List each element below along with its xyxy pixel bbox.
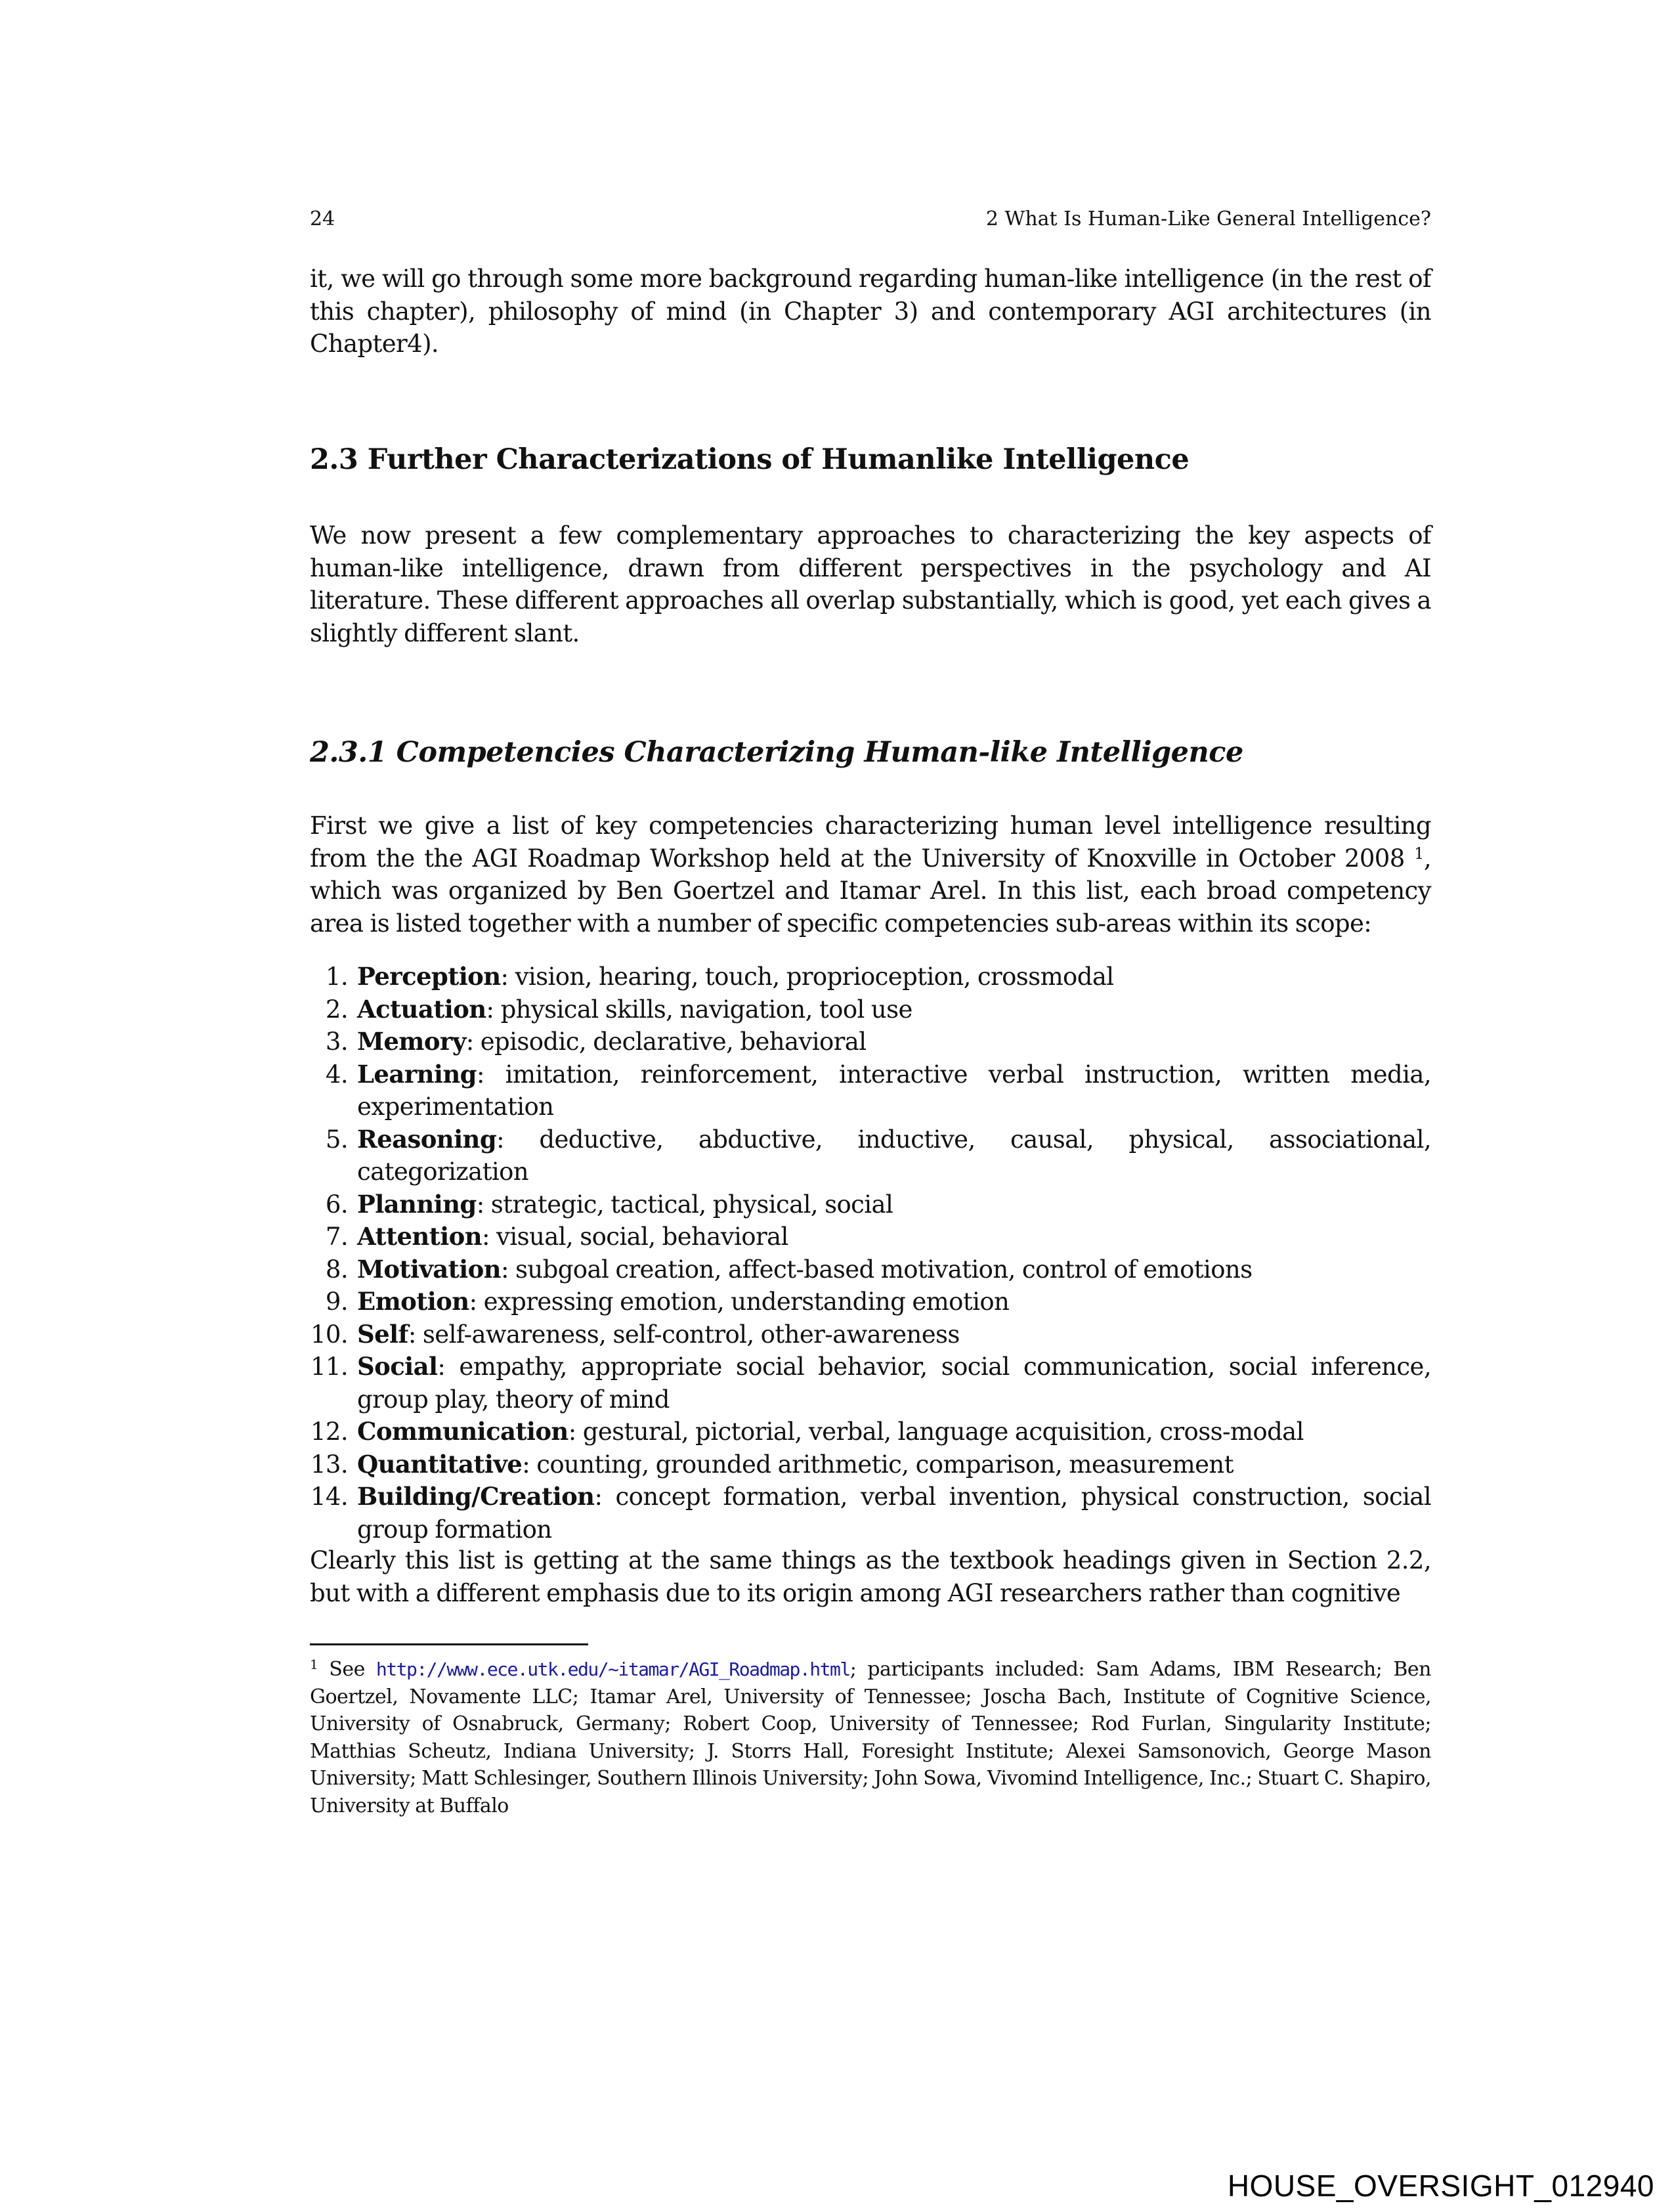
- competency-subareas: vision, hearing, touch, proprioception, crossmodal: [508, 963, 1114, 991]
- separator: :: [500, 1255, 509, 1284]
- separator: :: [486, 995, 494, 1024]
- separator: :: [496, 1125, 504, 1154]
- competency-subareas: visual, social, behavioral: [489, 1223, 788, 1251]
- footnote-lead: See: [329, 1658, 376, 1681]
- competency-name: Self: [357, 1319, 408, 1349]
- competency-name: Motivation: [357, 1254, 501, 1284]
- list-item: [310, 1188, 1431, 1221]
- competency-name: Social: [357, 1352, 438, 1381]
- item-number: 6.: [325, 1190, 348, 1219]
- separator: :: [568, 1418, 576, 1446]
- separator: :: [408, 1320, 416, 1349]
- item-number: 13.: [310, 1450, 348, 1479]
- item-number: 7.: [325, 1223, 348, 1251]
- competency-subareas: physical skills, navigation, tool use: [494, 995, 912, 1024]
- competency-name: Planning: [357, 1189, 477, 1219]
- separator: :: [465, 1028, 474, 1056]
- separator: :: [522, 1450, 530, 1479]
- list-item: [310, 1123, 1431, 1188]
- competency-subareas: concept formation, verbal invention, physical construction, social group formation: [357, 1483, 1431, 1544]
- competency-subareas: self-awareness, self-control, other-awareness: [416, 1320, 960, 1349]
- list-item: [310, 1481, 1431, 1546]
- section-heading: 2.3 Further Characterizations of Humanlike Intelligence: [310, 443, 1190, 476]
- competency-subareas: episodic, declarative, behavioral: [473, 1028, 867, 1056]
- item-number: 2.: [325, 995, 348, 1024]
- item-number: 8.: [325, 1255, 348, 1284]
- list-item: [310, 961, 1431, 993]
- competency-name: Building/Creation: [357, 1482, 595, 1511]
- item-number: 10.: [310, 1320, 348, 1349]
- intro-paragraph: it, we will go through some more background regarding human-like intelligence (in the rest of this chapter), philosophy of mind (in Chapter 3) and contemporary AGI architectures (in Chapter4).: [310, 265, 1431, 358]
- separator: :: [476, 1060, 484, 1089]
- competency-subareas: deductive, abductive, inductive, causal, physical, associational, categorization: [357, 1125, 1431, 1186]
- footnote-divider: [310, 1643, 588, 1645]
- item-number: 5.: [325, 1125, 348, 1154]
- competency-name: Perception: [357, 962, 501, 991]
- competency-name: Attention: [357, 1222, 483, 1251]
- item-number: 12.: [310, 1418, 348, 1446]
- separator: :: [469, 1288, 477, 1316]
- page-number: 24: [310, 207, 335, 230]
- item-number: 9.: [325, 1288, 348, 1316]
- competency-name: Actuation: [357, 994, 486, 1024]
- roadmap-link[interactable]: http://www.ece.utk.edu/~itamar/AGI_Roadmap.html: [376, 1659, 850, 1680]
- chapter-title: 2 What Is Human-Like General Intelligence?: [985, 207, 1431, 230]
- separator: :: [594, 1483, 603, 1511]
- competency-name: Communication: [357, 1417, 569, 1446]
- separator: :: [500, 963, 509, 991]
- subsection-heading: 2.3.1 Competencies Characterizing Human-like Intelligence: [310, 736, 1243, 769]
- competency-list: [310, 961, 1431, 1546]
- list-item: [310, 1058, 1431, 1123]
- competency-subareas: imitation, reinforcement, interactive verbal instruction, written media, experimentation: [357, 1060, 1431, 1121]
- footnote-text: ; participants included: Sam Adams, IBM Research; Ben Goertzel, Novamente LLC; Itamar Arel, University of Tennessee; Joscha Bach, Institute of Cognitive Science, University of Osnabruck, Germany; Robert Coop, University of Tennessee; Rod Furlan, Singularity Institute; Matthias Scheutz, Indiana University; J. Storrs Hall, Foresight Institute; Alexei Samsonovich, George Mason University; Matt Schlesinger, Southern Illinois University; John Sowa, Vivomind Intelligence, Inc.; Stuart C. Shapiro, University at Buffalo: [310, 1658, 1431, 1817]
- separator: :: [437, 1353, 446, 1381]
- list-item: [310, 1253, 1431, 1286]
- list-item: [310, 1318, 1431, 1351]
- competency-subareas: empathy, appropriate social behavior, social communication, social inference, group play, theory of mind: [357, 1353, 1431, 1414]
- list-item: [310, 1416, 1431, 1448]
- list-item: [310, 1448, 1431, 1481]
- competency-name: Learning: [357, 1059, 477, 1089]
- subsection-paragraph: [310, 810, 1431, 940]
- competency-name: Memory: [357, 1027, 466, 1056]
- list-item: [310, 1221, 1431, 1253]
- item-number: 14.: [310, 1483, 348, 1511]
- footnote: [310, 1656, 1431, 1819]
- list-item: [310, 1026, 1431, 1058]
- separator: :: [482, 1223, 490, 1251]
- competency-name: Quantitative: [357, 1449, 523, 1479]
- paragraph-text: First we give a list of key competencies characterizing human level intelligence resulting from the the AGI Roadmap Workshop held at the University of Knoxville in October 2008: [310, 812, 1431, 873]
- list-item: [310, 1286, 1431, 1318]
- section-paragraph: We now present a few complementary approaches to characterizing the key aspects of human-like intelligence, drawn from different perspectives in the psychology and AI literature. These different approaches all overlap substantially, which is good, yet each gives a slightly different slant.: [310, 521, 1431, 647]
- footnote-marker: 1: [310, 1657, 318, 1672]
- paragraph-text-continued: , which was organized by Ben Goertzel and Itamar Arel. In this list, each broad competency area is listed together with a number of specific competencies sub-areas within its scope:: [310, 844, 1431, 938]
- list-item: [310, 993, 1431, 1026]
- item-number: 4.: [325, 1060, 348, 1089]
- competency-subareas: strategic, tactical, physical, social: [484, 1190, 893, 1219]
- item-number: 11.: [310, 1353, 348, 1381]
- competency-subareas: subgoal creation, affect-based motivation, control of emotions: [508, 1255, 1253, 1284]
- competency-subareas: gestural, pictorial, verbal, language acquisition, cross-modal: [576, 1418, 1304, 1446]
- list-item: [310, 1351, 1431, 1416]
- item-number: 1.: [325, 963, 348, 991]
- closing-paragraph: Clearly this list is getting at the same things as the textbook headings given in Section 2.2, but with a different emphasis due to its origin among AGI researchers rather than cognitive: [310, 1546, 1431, 1607]
- running-header: [310, 206, 1431, 232]
- footnote-reference[interactable]: 1: [1414, 844, 1424, 863]
- bates-stamp: HOUSE_OVERSIGHT_012940: [1227, 2169, 1654, 2203]
- competency-name: Reasoning: [357, 1124, 497, 1154]
- separator: :: [476, 1190, 484, 1219]
- item-number: 3.: [325, 1028, 348, 1056]
- competency-subareas: expressing emotion, understanding emotion: [477, 1288, 1010, 1316]
- competency-subareas: counting, grounded arithmetic, comparison, measurement: [530, 1450, 1234, 1479]
- competency-name: Emotion: [357, 1287, 469, 1316]
